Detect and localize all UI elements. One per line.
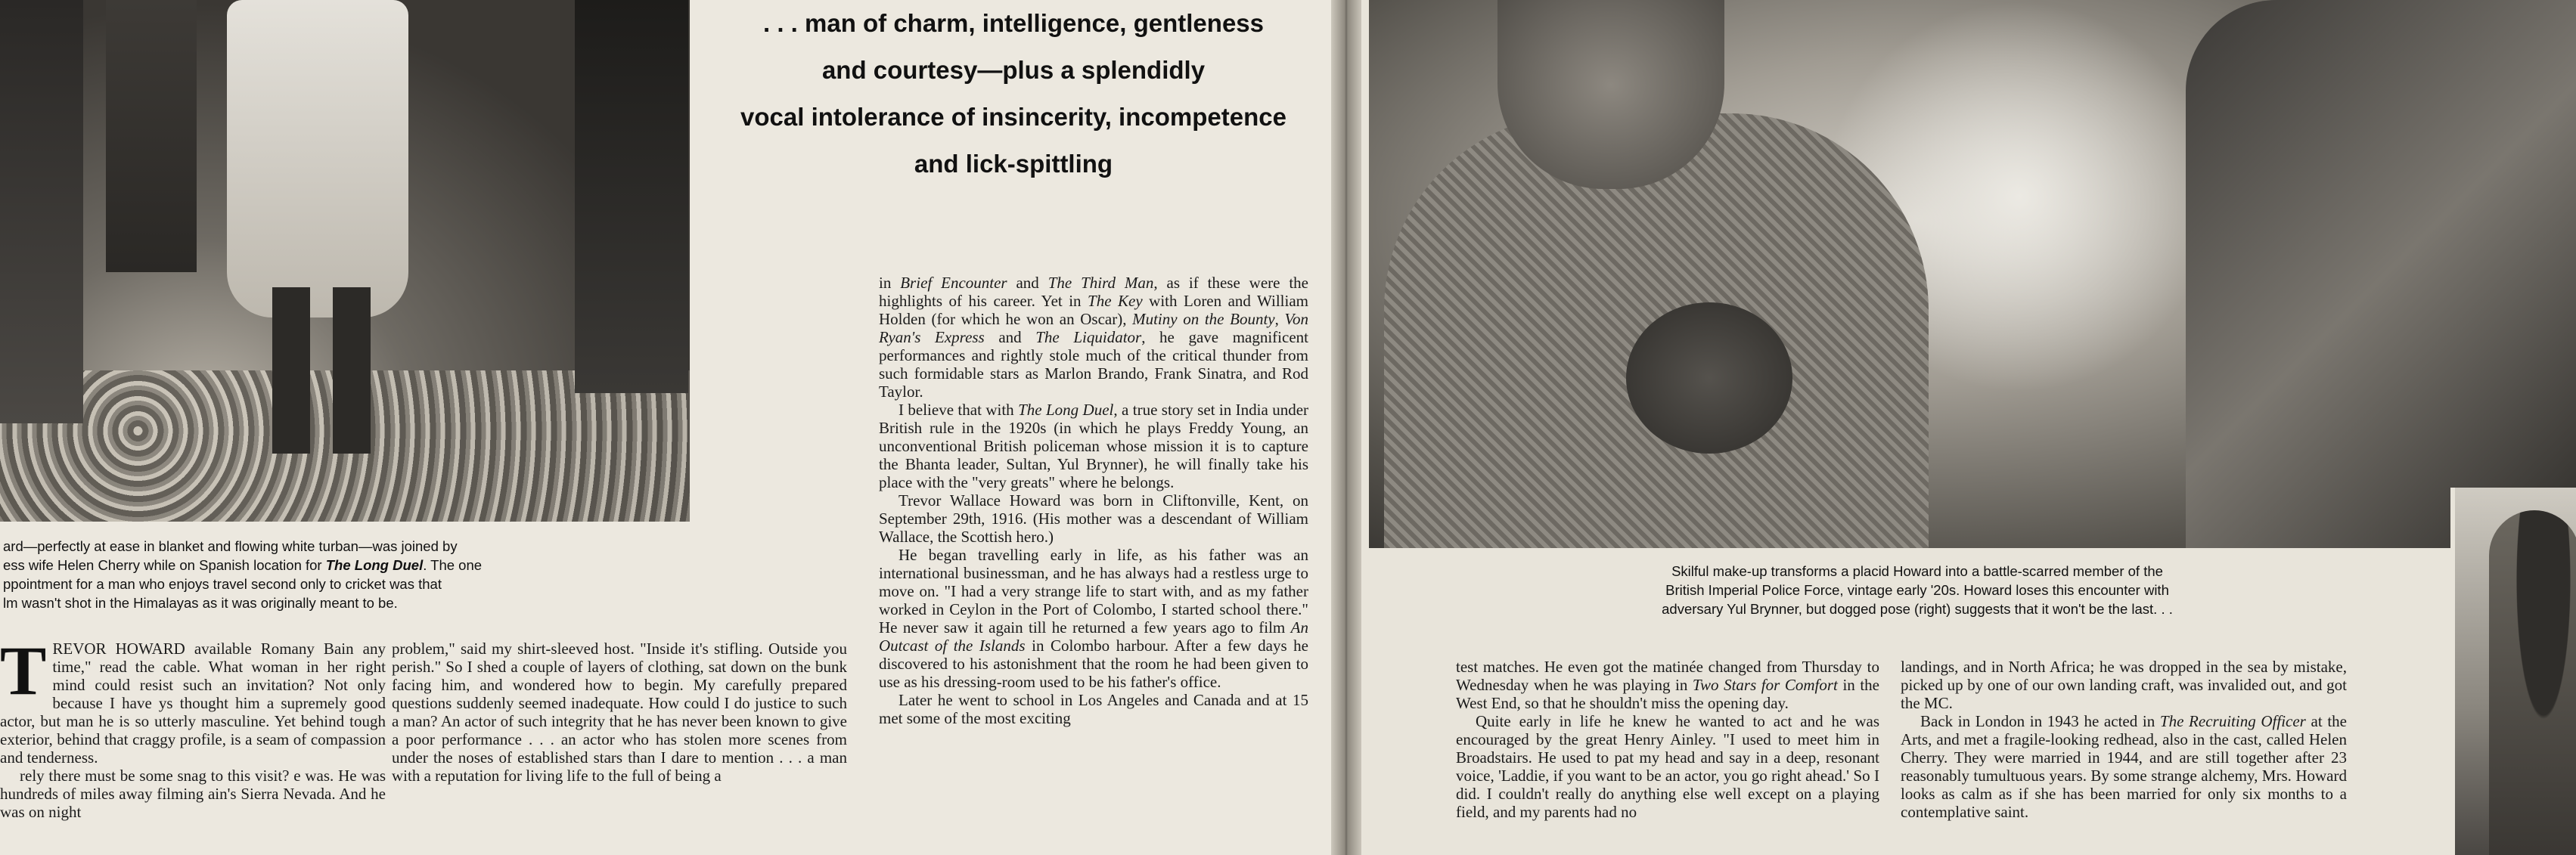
paragraph-text: , he gave magnificent performances and rightly stole much of the critical thunder from such formidable stars as Marlon Brando, Frank Sinatra, and Rod Taylor. <box>879 328 1308 401</box>
article-paragraph: rely there must be some snag to this visit? e was. He was hundreds of miles away filming ain's Sierra Nevada. And he was on night <box>0 767 386 821</box>
paragraph-text: with Loren and William Holden (for which he won an Oscar), <box>879 292 1309 328</box>
article-paragraph: landings, and in North Africa; he was dropped in the sea by mistake, picked up by one of our own landing craft, was invalided out, and got the MC. <box>1901 658 2347 712</box>
paragraph-text: Back in London in 1943 he acted in <box>1920 712 2160 730</box>
page-gutter <box>1331 0 1361 855</box>
paragraph-text: and <box>984 328 1036 346</box>
paragraph-text: , as if these were the highlights of his career. Yet in <box>879 274 1309 310</box>
film-title: An Outcast of the Islands <box>879 618 1308 655</box>
article-column-4 <box>1456 658 1879 821</box>
photo-figure-legs <box>272 287 371 454</box>
article-paragraph: Later he went to school in Los Angeles and Canada and at 15 met some of the most exciting <box>879 691 1308 727</box>
caption-line: Skilful make-up transforms a placid Howard into a battle-scarred member of the <box>1671 563 2163 579</box>
paragraph-text: at the Arts, and met a fragile-looking redhead, also in the cast, called Helen Cherry. They were married in 1944, and are still together after 23 reasonably tumultuous years. By some strange alchemy, Mrs. Howard looks as calm as if she has been married for only six months to a contemplative saint. <box>1901 712 2347 821</box>
paragraph-text: in the West End, so that he shouldn't miss the opening day. <box>1456 676 1879 712</box>
photo-face <box>1497 0 1724 189</box>
film-title: Brief Encounter <box>900 274 1007 292</box>
film-title: The Key <box>1088 292 1143 310</box>
paragraph-text: in Colombo harbour. After a few days he discovered to his astonishment that the room he had been given to use as his dressing-room used to be his father's office. <box>879 637 1309 691</box>
caption-text: . The one <box>423 557 483 573</box>
caption-text: ppointment for a man who enjoys travel second only to cricket was that <box>3 576 442 592</box>
photo-caption-right <box>1577 562 2258 618</box>
caption-line: adversary Yul Brynner, but dogged pose (right) suggests that it won't be the last. . . <box>1662 601 2173 617</box>
paragraph-text: and <box>1007 274 1048 292</box>
photo-figure <box>0 0 83 423</box>
article-column-3 <box>879 274 1308 727</box>
caption-text: lm wasn't shot in the Himalayas as it was originally meant to be. <box>3 595 398 611</box>
article-paragraph <box>0 632 386 767</box>
caption-text: ard—perfectly at ease in blanket and flowing white turban—was joined by <box>3 538 458 554</box>
pull-quote-line: . . . man of charm, intelligence, gentleness <box>762 9 1264 37</box>
right-page <box>1361 0 2576 855</box>
photo-caption-left <box>3 537 653 612</box>
film-title: Von Ryan's Express <box>879 310 1309 346</box>
photo-figure <box>575 0 688 393</box>
location-photo <box>0 0 690 522</box>
paragraph-text: REVOR HOWARD available Romany Bain any time," read the cable. What woman in her right mind could resist such an invitation? Not only because I have ys thought him a supremely good actor, but man he is so utterly masculine. Yet behind tough exterior, behind that craggy profile, is a seam of compassion and tenderness. <box>0 640 386 767</box>
film-title: The Liquidator <box>1035 328 1142 346</box>
pull-quote-line: vocal intolerance of insincerity, incompetence <box>740 103 1286 131</box>
drop-cap: T <box>0 632 47 709</box>
pull-quote-line: and lick-spittling <box>914 150 1113 178</box>
photo-figure-blanket <box>227 0 408 318</box>
article-paragraph: Quite early in life he knew he wanted to act and he was encouraged by the great Henry Ainley. "I used to meet him in Broadstairs. He used to pat my head and say in a deep, resonant voice, 'Laddie, if you want to be an actor, you go right ahead.' So I did. I couldn't really do anything else well except on a playing field, and my parents had no <box>1456 712 1879 821</box>
inset-photo-figure <box>2489 510 2576 855</box>
caption-line: British Imperial Police Force, vintage early '20s. Howard loses this encounter with <box>1665 582 2169 598</box>
article-paragraph <box>879 401 1308 491</box>
caption-film-title: The Long Duel <box>325 557 424 573</box>
article-column-1 <box>0 632 386 821</box>
paragraph-text: in <box>879 274 901 292</box>
paragraph-text: , a true story set in India under British rule in the 1920s (in which he plays Freddy Young, an unconventional British policeman whose mission it is to capture the Bhanta leader, Sultan, Yul Brynner), he will finally take his place with the "very greats" where he belongs. <box>879 401 1309 491</box>
film-title: The Long Duel <box>1018 401 1114 419</box>
caption-text: ess wife Helen Cherry while on Spanish location for <box>3 557 326 573</box>
makeup-photo <box>1369 0 2576 548</box>
photo-coat <box>2186 0 2576 548</box>
play-title: Two Stars for Comfort <box>1692 676 1838 694</box>
article-paragraph <box>1456 658 1879 712</box>
paragraph-text: test matches. He even got the matinée changed from Thursday to Wednesday when he was playing in <box>1456 658 1879 694</box>
paragraph-text: I believe that with <box>898 401 1019 419</box>
article-paragraph <box>879 546 1308 691</box>
article-paragraph <box>1901 712 2347 821</box>
film-title: Mutiny on the Bounty <box>1132 310 1275 328</box>
photo-figure <box>106 0 197 272</box>
play-title: The Recruiting Officer <box>2159 712 2306 730</box>
article-column-2 <box>392 640 847 785</box>
paragraph-text: He began travelling early in life, as his father was an international businessman, and he has always had a restless urge to move on. "I had a very strange life to start with, and as my father worked in Ceylon in the Port of Colombo, I started school there." He never saw it again till he returned a few years ago to film <box>879 546 1308 637</box>
paragraph-text: , <box>1274 310 1285 328</box>
article-column-5 <box>1901 658 2347 821</box>
pull-quote-line: and courtesy—plus a splendidly <box>821 56 1206 84</box>
article-paragraph: problem," said my shirt-sleeved host. "Inside it's stifling. Outside you perish." So I shed a couple of layers of clothing, sat down on the bunk facing him, and wondered how to begin. My carefully prepared questions suddenly seemed inadequate. How could I do justice to such a man? An actor of such integrity that he has never been known to give a poor performance . . . an actor who has stolen more scenes from under the noses of established stars than I dare to mention . . . a man with a reputation for living life to the full of being a <box>392 640 847 785</box>
pull-quote <box>711 0 1316 187</box>
article-paragraph <box>879 274 1308 401</box>
article-paragraph: Trevor Wallace Howard was born in Cliftonville, Kent, on September 29th, 1916. (His mother was a descendant of William Wallace, the Scottish hero.) <box>879 491 1308 546</box>
film-title: The Third Man <box>1047 274 1154 292</box>
inset-photo <box>2450 488 2576 855</box>
photo-hand <box>1626 302 1792 454</box>
